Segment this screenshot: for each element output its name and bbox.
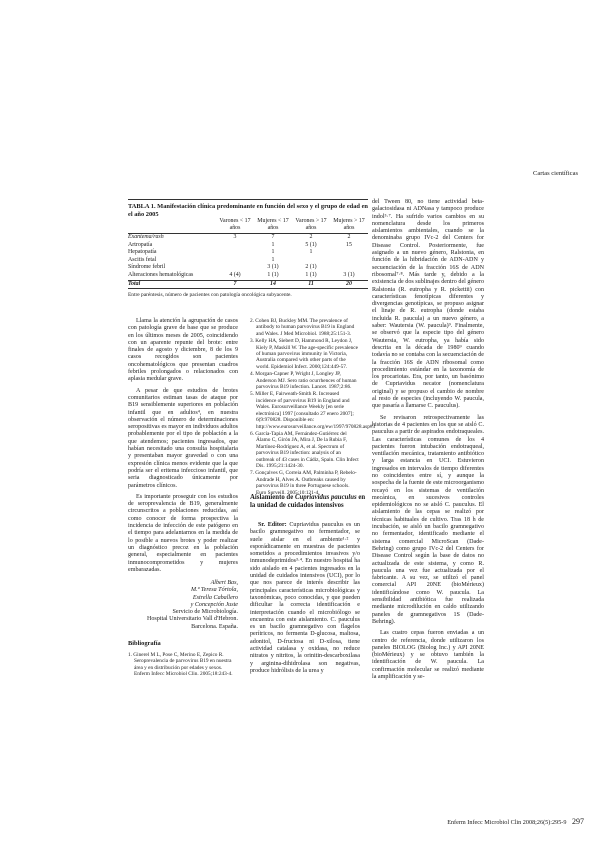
total-cell: 20 [346,280,352,287]
clinical-table [128,217,368,289]
section-label: Cartas científicas [533,170,578,177]
signature-block [128,580,238,631]
row-label: Artropatía [128,241,153,248]
reference-item: 2. Cohen BJ, Buckley MM. The prevalence of antibody to human parvovirus B19 in England and Wales. J Med Microbiol. 1988;25:151-3. [250,318,355,337]
table-cell: 1 [271,256,275,263]
affiliation-line: Barcelona. España. [191,623,238,630]
bibliography-heading: Bibliografía [128,640,161,647]
reference-item: 1. Ginerel M L, Pose C, Merino E, Zepico R. Seroprevalencia de parvovirus B19 en nuestra área y en distribución por edades y sexos. Enferm Infecc Microbiol Clin. 2005;18:243-4. [128,652,233,678]
paragraph-text: Cupriavidus pauculus es un bacilo gramnegativo no fermentador, se suele aislar en el ambiente¹·² y esporádicamente en muestras de pacientes sometidos a procedimientos invasivos y/o inmunodeprimidos³·⁴. En nuestro hospital ha sido aislado en 4 pacientes ingresados en la unidad de cuidados intensivos (UCI), por lo que nos parece de interés describir las principales características microbiológicas y taxonómicas, poco conocidas, y que pueden dificultar la correcta identificación e interpretación cuando el microbiólogo se encuentra con este aislamiento. C. pauculus es un bacilo gramnegativo con flagelos perítricos, no fermenta D-glucosa, maltosa, adonitol, D-fructosa ni D-xilosa, tiene actividad catalasa y oxidasa, no reduce nitratos y nitritos, la orinitin-descarboxilasa y arginina-dihidrolasa son negativas, produce hidrólisis de la urea y [250,522,360,674]
paragraph [250,522,360,675]
table-cell: 1 [309,249,313,256]
author-name: Albert Bas, [210,580,238,586]
table-cell [330,249,368,257]
table-header-cell: Varones < 17 años [219,218,251,231]
table-total-row [128,280,368,289]
total-cell: 14 [270,280,276,287]
paragraph: Llama la atención la agrupación de casos con patología grave de base que se produce en los últimos meses de 2005, coincidiendo con un aparente repunte del brote: entre finales de agosto y diciembre, 8 de los 9 casos recogidos son pacientes oncohematológicos que presentan cuadros febriles prolongados o relacionados con aplasia medular grave. [128,318,238,383]
affiliation-line: Servicio de Microbiología. [172,609,238,616]
table-row [128,242,368,250]
table-cell: 3 (1) [267,264,279,271]
table-cell [216,249,254,257]
reference-item: 3. Kelly HA, Siebert D, Hammond R, Leydon J, Kiely P, Maskill W. The age-specific prevalence of human parvovirus immunity in Victoria, Australia compared with other parts of the world. Epidemiol Infect. 2000;124:449-57. [250,338,358,370]
table-cell: 2 [309,234,313,240]
paragraph: del Tween 80, no tiene actividad beta-galactosidasa ni ADNasa y tampoco produce indol⁵·⁷. Ha sufrido varios cambios en su nomenclatura desde los primeros aislamientos ambientales, cuando se la denominaba grupo IVc-2 del Centers for Disease Control. Posteriormente, fue asignado a un nuevo género, Ralstonia, en función de la hibridación de ADN-ADN y secuenciación de la fracción 16S de ADN ribosomal⁷·⁸. Más tarde y, debido a la existencia de dos sublinajes dentro del género Ralstonia (R. eutropha y R. pickettii) con características fenotípicas diferentes y divergencias genotípicas, se propuso asignar el linaje de R. eutropha (donde estaba incluida R. paucula) a un nuevo género, a saber: Wautersia (W. paucula)⁹. Finalmente, se observó que la especie tipo del género Wautersia, W. eutropha, ya había sido descrita en la década de 1980⁹ cuando todavía no se contaba con la secuenciación de la fracción 16S de ADN ribosomal como procedimiento estándar en la taxonomía de los procariotas. Era, por tanto, un basónimo de Cupriavidus necator (nomenclatura original) y se propuso el cambio de nombre al resto de especies (incluyendo W. paucula, que pasaría a llamarse C. pauculus). [372,199,484,410]
table-cell: 1 [271,241,275,248]
table-top-rule [128,199,368,200]
journal-citation: Enferm Infecc Microbiol Clin 2008;26(5):295-9 [447,819,567,826]
table-cell: 5 (1) [305,241,317,248]
letter2-body-mid [250,522,360,675]
table-header-cell: Varones > 17 años [295,218,327,231]
table-cell [216,264,254,272]
table-cell [330,257,368,265]
row-label: Ascitis fetal [128,256,157,263]
table-cell: 15 [346,241,352,248]
paragraph: Es importante proseguir con los estudios de seroprevalencia de B19, generalmente circunscritos a poblaciones reducidas, así como conocer de forma prospectiva la incidencia de infección de este patógeno en el tiempo para adelantarnos en la medida de lo posible a nuevos brotes y poder realizar un diagnóstico precoz en la población general, especialmente en pacientes inmunocomprometidos y mujeres embarazadas. [128,493,238,573]
reference-item: 5. Miller E, Fairweath-Smith R. Increased incidence of parvovirus B19 in England and Wales. Eurosurveillance Weekly [en serie electrónica] 1997 [consultado 27 enero 2007]; 6(9:970828. Disponible en: http://www.eurosurveillance.org/ew/1997/970828.asp#3 [250,391,376,430]
table-header-cell: Mujeres < 17 años [257,218,289,231]
table-cell: 4 (4) [229,271,241,278]
table-cell: 1 [271,249,275,256]
total-label: Total [128,280,141,287]
table-row [128,272,368,280]
affiliation-line: Hospital Universitario Vall d'Hebron. [146,616,238,623]
page-footer [447,817,584,826]
letter1-body [128,318,238,574]
letter2-body-right [372,199,484,681]
paragraph: A pesar de que estudios de brotes comunitarios estiman tasas de ataque por B19 sensiblemente superiores en población infantil que en adultos⁴, en nuestra observación el número de determinaciones seropositivas es mayor en individuos adultos probablemente por el tipo de población a la que atendemos; pacientes ingresados, que habían necesitado una consulta hospitalaria y presentaban mayor gravedad o con una expresión clínica menos evidente que la que podría ser el eritema infeccioso infantil, que seria diagnosticado únicamente por parámetros clínicos. [128,387,238,489]
table-header-row [128,217,368,234]
row-label: Síndrome febril [128,264,166,271]
total-cell: 11 [308,280,314,287]
row-label: Alteraciones hematológicas [128,271,194,278]
title-rest: en la unidad de cuidados intensivos [250,494,366,509]
table-row [128,264,368,272]
paragraph: Se revisaron retrospectivamente las historias de 4 pacientes en los que se aisló C. pauculus a partir de aspirados endotraqueales. Las características comunes de los 4 pacientes fueron intubación endotraqueal, ventilación mecánica, tratamiento antibiótico y larga estancia en UCI. Estuvieron ingresados en intervalos de tiempo diferentes no coincidentes entre sí, y aunque la sospecha de la fuente de este microorganismo recayó en los sistemas de ventilación mecánica, en sucesivos controles epidemiológicos no se aisló C. pauculus. El aislamiento de las cepas se realizó por técnicas habituales de cultivo. Tras 18 h de incubación, se aisló un bacilo gramnegativo no fermentador, identificado mediante el sistema comercial MicroScan (Dade-Behring) como grupo IVc-2 del Centers for Disease Control según la base de datos no actualizada de este sistema, y como R. paucula una vez fue actualizada por el fabricante. A su vez, se utilizó el panel comercial API 20NE (bioMérieux) identificándose como W. paucula. La sensibilidad antibiótica fue realizada mediante microdilución en caldo utilizando paneles de gramnegativos 1S (Dade-Behring). [372,414,485,625]
author-name: Estrella Caballero [192,594,238,601]
table-cell: 3 (1) [343,271,355,278]
table-cell: 1 (1) [305,271,317,278]
table-cell: 2 (1) [305,264,317,271]
paragraph: Las cuatro cepas fueron enviadas a un centro de referencia, donde utilizaron los paneles BIOLOG (Biolog Inc.) y API 20NE (bioMérieux) y se obtuvo también la identificación de W. paucula. La confirmación molecular se realizó mediante la amplificación y se- [372,630,484,680]
table-cell [216,242,254,250]
article-title [250,494,370,510]
table-note: Entre paréntesis, número de pacientes con patología oncológica subyacente. [128,292,292,298]
table-cell [330,264,368,272]
reference-item: 7. Gonçalves G, Correia AM, Palminha P, Rebelo-Andrade H, Alves A. Outbreaks caused by parvovirus B19 in three Portuguese schools. Euro Surveill. 2005;10:121-4. [250,470,357,496]
table-row [128,249,368,257]
salutation: Sr. Editor: [258,522,287,528]
table-header-cell: Mujeres > 17 años [333,218,365,231]
author-name: y Concepción Juste [190,601,238,608]
bibliography-middle [250,318,376,497]
page-number: 297 [572,817,584,826]
table-cell: 7 [271,234,275,240]
reference-item: 6. García-Tapia AM, Fernández-Gutiérrez del Álamo C, Girón JA, Mira J, De la Rubia F, Martínez-Rodríguez A, et al. Spectrum of parvovirus B19 infection: analysis of an outbreak of 43 cases in Cádiz, Spain. Clin Infect Dis. 1995;21:1424-30. [250,430,359,469]
table-header-cell [128,217,216,234]
reference-item: 4. Morgan-Capner P, Wright J, Longley JP, Anderson MJ. Sero ratio ocurrhences of human parvovirus B19 infection. Lancet. 1987;2:86. [250,371,357,391]
table-cell: 3 [233,234,237,240]
bibliography-left [128,652,238,679]
table-row [128,234,368,242]
title-species: Cupriavidus pauculus [294,494,357,501]
table-caption: TABLA 1. Manifestación clínica predominante en función del sexo y el grupo de edad en el año 2005 [128,203,368,218]
author-name: M.ª Teresa Tórtola, [191,587,238,594]
title-plain: Aislamiento de [250,494,295,501]
row-label: Exantema/rash [128,234,164,240]
table-cell [216,257,254,265]
table-cell: 2 [347,234,351,240]
total-cell: 7 [233,280,237,287]
table-cell: 1 (1) [267,271,279,278]
row-label: Hepatopatía [128,249,157,256]
